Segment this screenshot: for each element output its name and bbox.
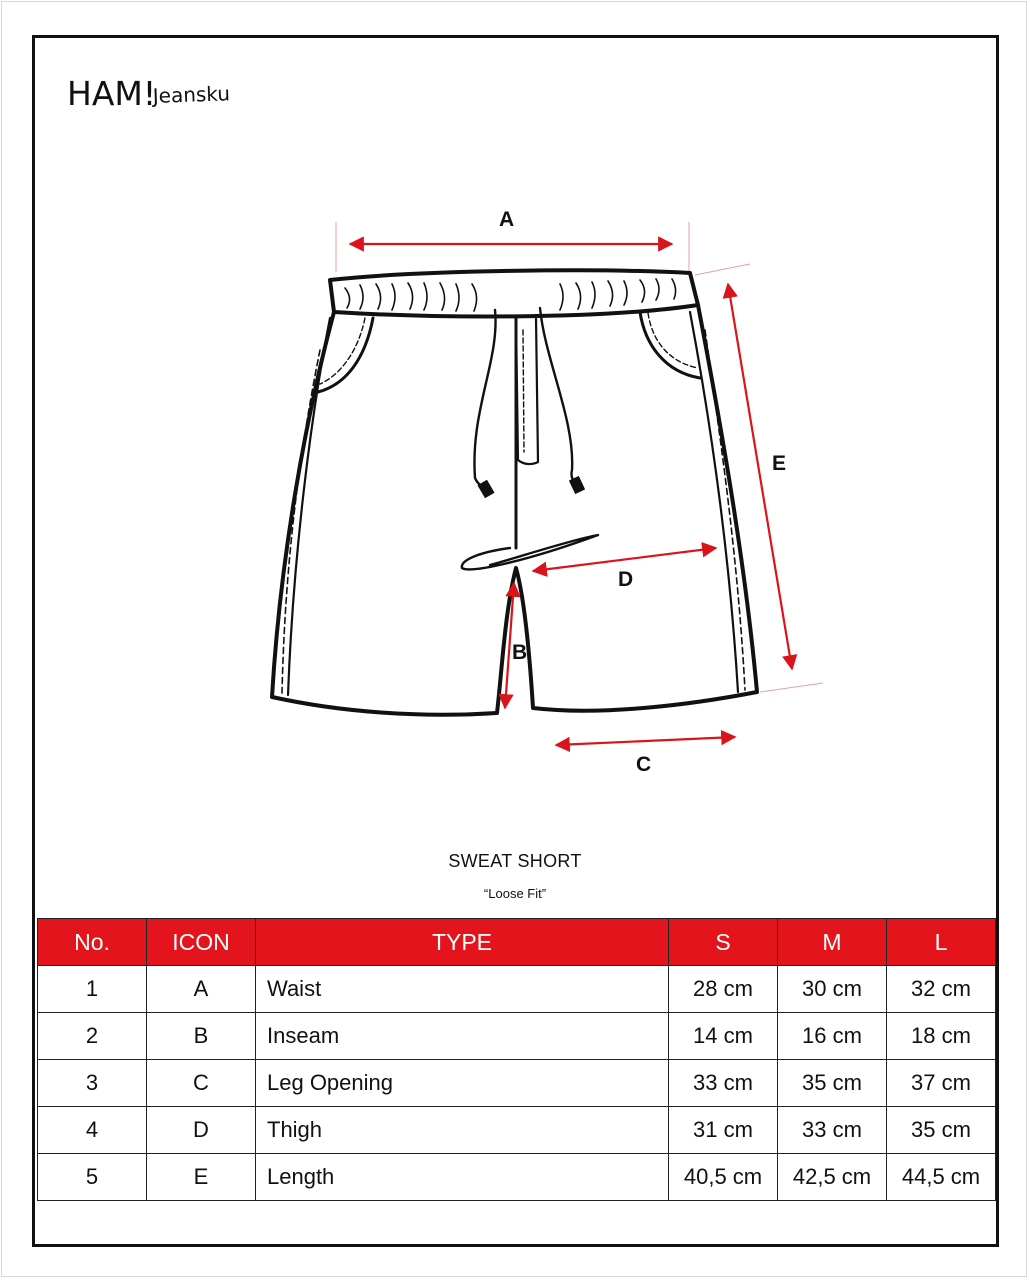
cell-no: 5 <box>38 1154 147 1201</box>
label-d: D <box>618 568 634 591</box>
cell-no: 2 <box>38 1013 147 1060</box>
cell-type: Thigh <box>256 1107 669 1154</box>
header-s: S <box>669 919 778 966</box>
label-e: E <box>772 452 787 475</box>
cell-l: 32 cm <box>887 966 996 1013</box>
cell-icon: C <box>147 1060 256 1107</box>
brand-name: HAM! <box>67 74 157 110</box>
header-l: L <box>887 919 996 966</box>
cell-m: 35 cm <box>778 1060 887 1107</box>
cell-no: 3 <box>38 1060 147 1107</box>
cell-l: 35 cm <box>887 1107 996 1154</box>
cell-m: 16 cm <box>778 1013 887 1060</box>
header-m: M <box>778 919 887 966</box>
product-name: SWEAT SHORT <box>448 851 582 871</box>
label-c: C <box>636 753 652 776</box>
product-fit: “Loose Fit” <box>483 886 547 901</box>
cell-s: 31 cm <box>669 1107 778 1154</box>
cell-type: Inseam <box>256 1013 669 1060</box>
label-a: A <box>499 208 515 231</box>
cell-icon: A <box>147 966 256 1013</box>
cell-s: 33 cm <box>669 1060 778 1107</box>
arrow-c <box>556 737 735 745</box>
brand-sub: Jeansku <box>152 81 231 108</box>
cell-icon: B <box>147 1013 256 1060</box>
cell-l: 18 cm <box>887 1013 996 1060</box>
cell-icon: D <box>147 1107 256 1154</box>
cell-type: Waist <box>256 966 669 1013</box>
table-row <box>38 1154 996 1201</box>
size-table <box>37 918 996 1201</box>
table-row <box>38 1107 996 1154</box>
table-header-row <box>38 919 996 966</box>
table-row <box>38 966 996 1013</box>
header-no: No. <box>38 919 147 966</box>
cell-m: 42,5 cm <box>778 1154 887 1201</box>
table-row <box>38 1013 996 1060</box>
cell-no: 4 <box>38 1107 147 1154</box>
header-type: TYPE <box>256 919 669 966</box>
table-row <box>38 1060 996 1107</box>
cell-s: 40,5 cm <box>669 1154 778 1201</box>
cell-icon: E <box>147 1154 256 1201</box>
cell-l: 44,5 cm <box>887 1154 996 1201</box>
measurement-arrows <box>350 244 792 745</box>
cell-no: 1 <box>38 966 147 1013</box>
cell-s: 28 cm <box>669 966 778 1013</box>
cell-type: Leg Opening <box>256 1060 669 1107</box>
cell-l: 37 cm <box>887 1060 996 1107</box>
cell-m: 33 cm <box>778 1107 887 1154</box>
cell-type: Length <box>256 1154 669 1201</box>
cell-m: 30 cm <box>778 966 887 1013</box>
cell-s: 14 cm <box>669 1013 778 1060</box>
arrow-e <box>728 284 792 669</box>
header-icon: ICON <box>147 919 256 966</box>
label-b: B <box>512 641 528 664</box>
